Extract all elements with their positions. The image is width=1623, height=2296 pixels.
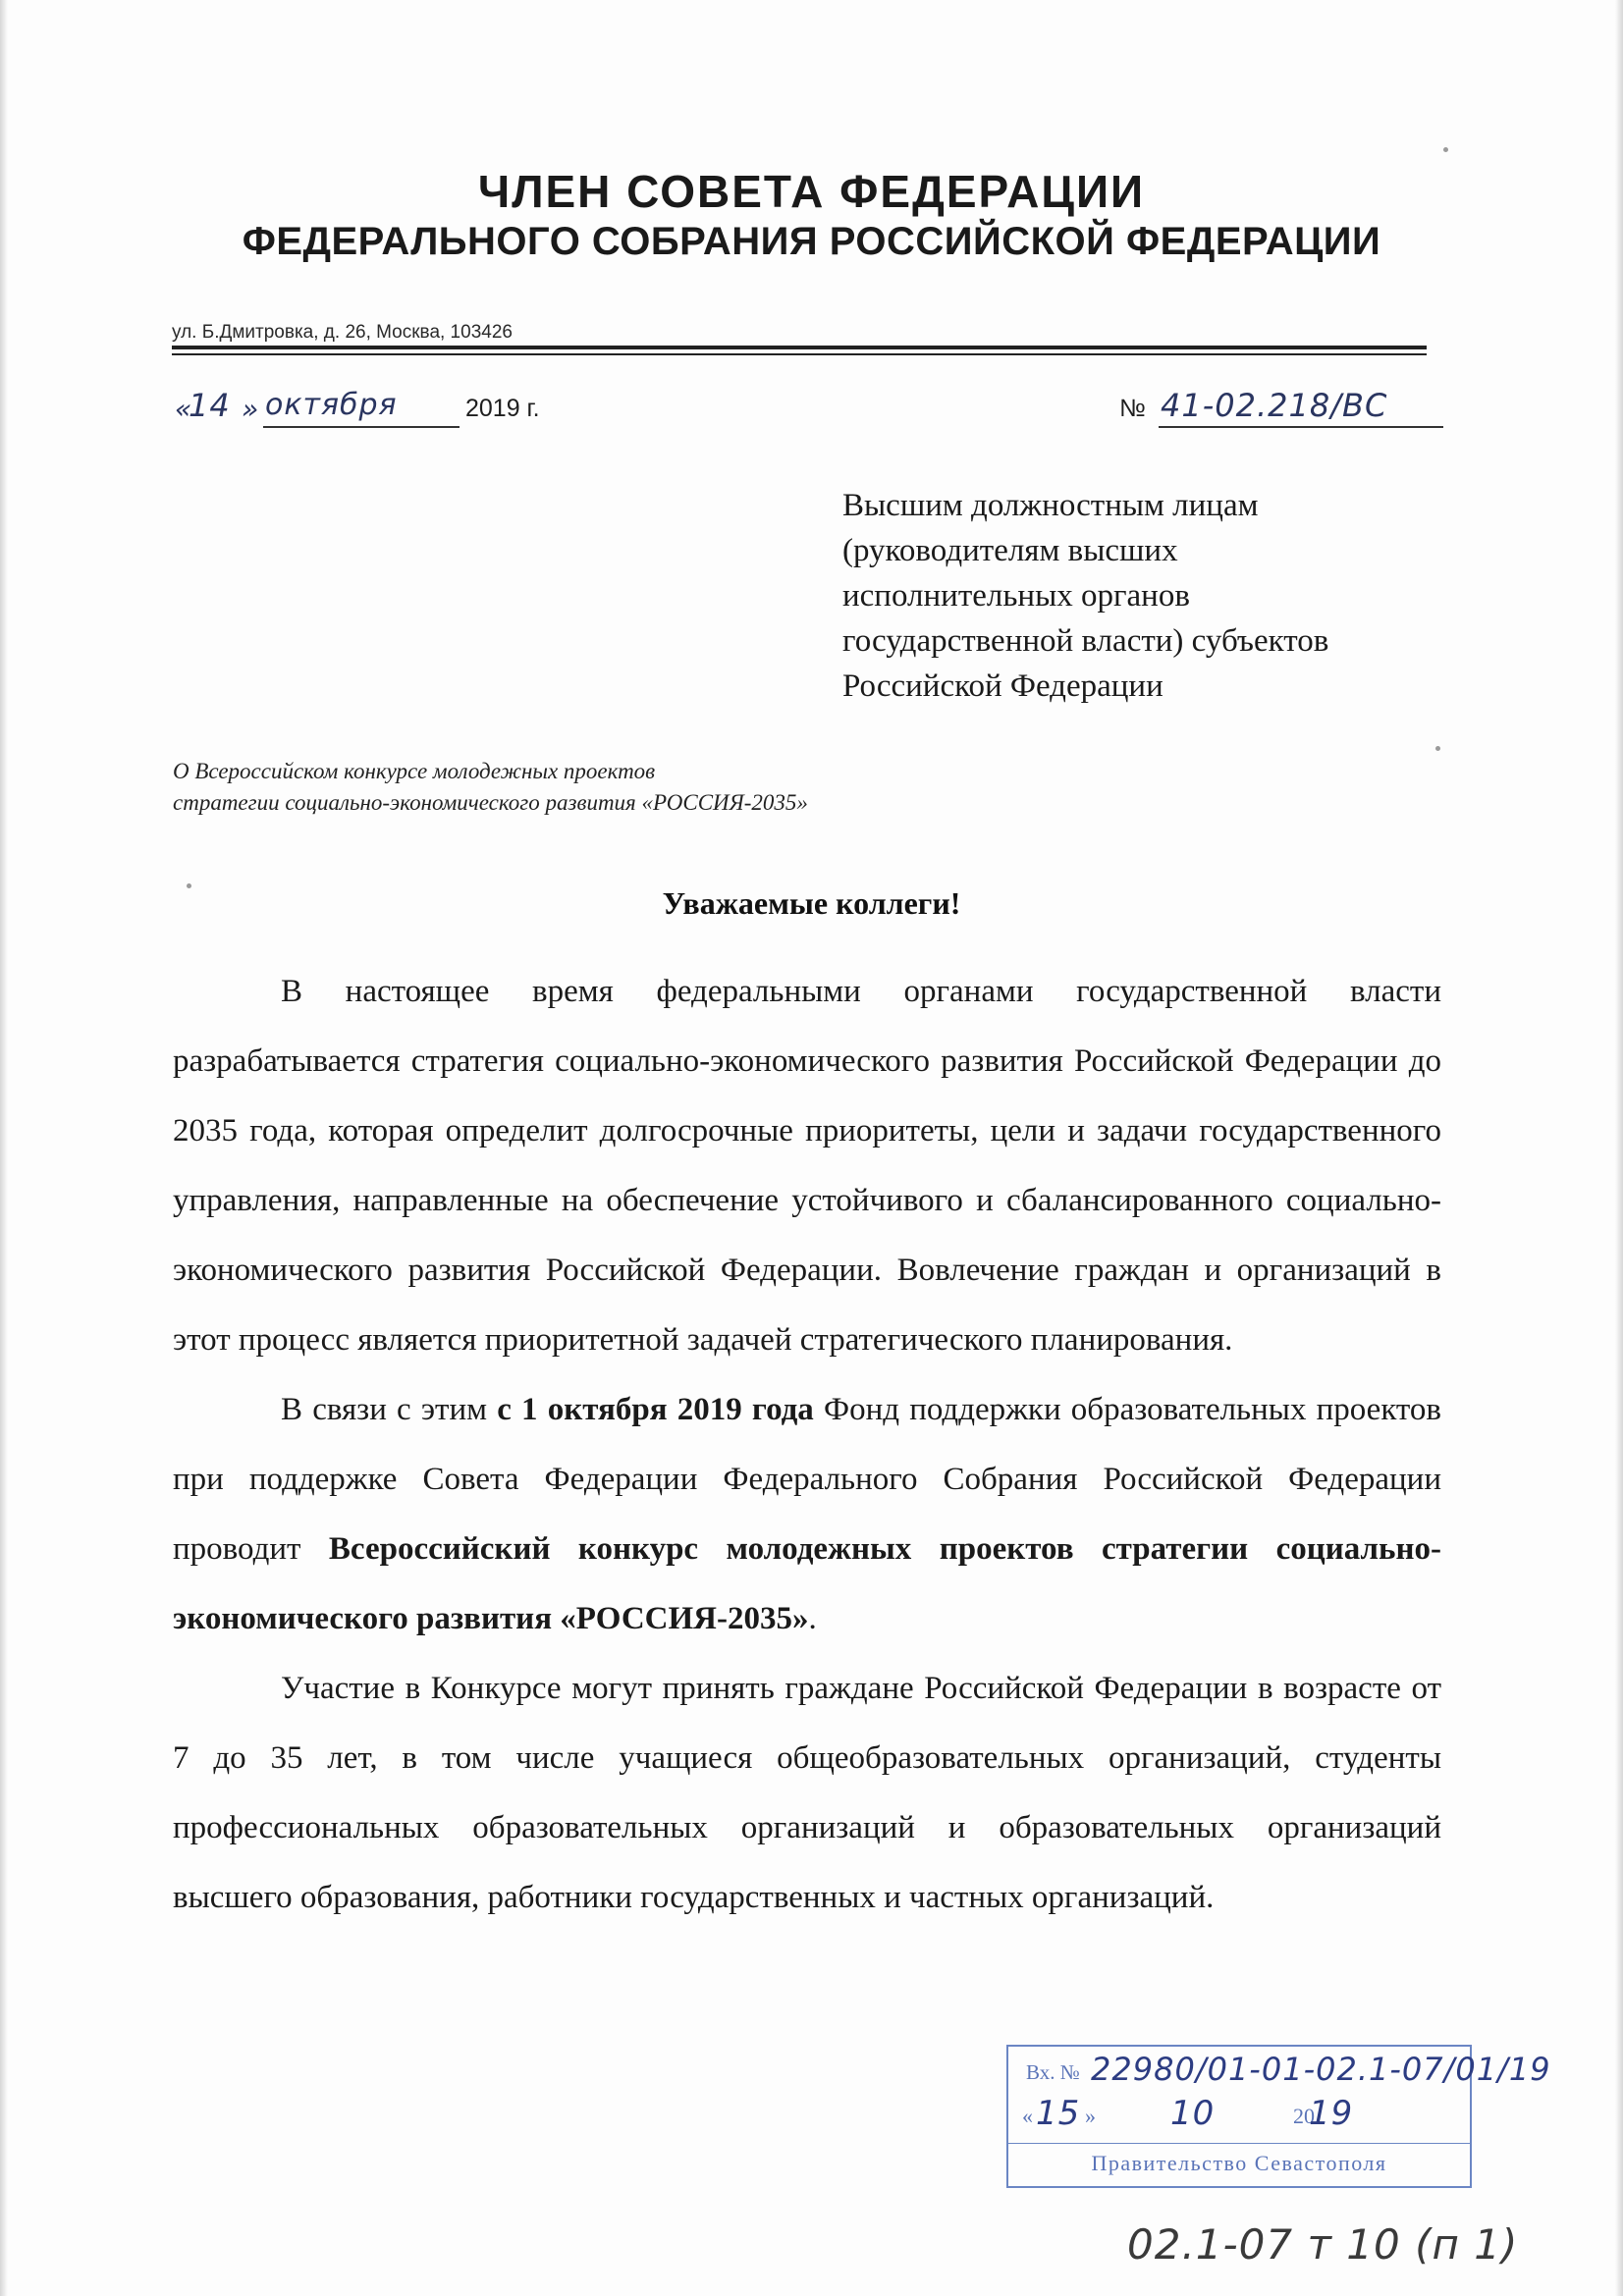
body-bold-contest: Всероссийский конкурс молодежных проектов стратегии социально-экономического развития «РОССИЯ-2035» bbox=[173, 1531, 1442, 1636]
document-date bbox=[175, 387, 597, 430]
stamp-divider bbox=[1008, 2143, 1470, 2144]
scan-speck bbox=[1443, 147, 1448, 152]
date-month: октября bbox=[265, 388, 398, 422]
scan-edge-right bbox=[1615, 0, 1623, 2296]
recipient-line: исполнительных органов bbox=[842, 578, 1190, 614]
date-day: 14 bbox=[189, 387, 231, 424]
subject-line: О Всероссийском конкурсе молодежных проектов bbox=[173, 759, 656, 783]
date-open-quote: « bbox=[175, 393, 193, 425]
letter-body bbox=[173, 957, 1441, 1933]
date-year: 2019 г. bbox=[465, 395, 540, 422]
scan-speck bbox=[1435, 746, 1440, 751]
stamp-day: 15 bbox=[1036, 2094, 1081, 2133]
stamp-incoming-label: Вх. № bbox=[1026, 2060, 1080, 2084]
number-underline bbox=[1159, 426, 1443, 428]
recipient-line: Российской Федерации bbox=[842, 668, 1163, 704]
letterhead-subtitle: ФЕДЕРАЛЬНОГО СОБРАНИЯ РОССИЙСКОЙ ФЕДЕРАЦИИ bbox=[242, 220, 1381, 263]
body-text-run: В связи с этим bbox=[281, 1392, 498, 1427]
incoming-registration-stamp bbox=[1006, 2045, 1551, 2188]
stamp-month: 10 bbox=[1170, 2094, 1216, 2133]
stamp-year-prefix: 20 bbox=[1293, 2104, 1315, 2128]
handwritten-file-note: 02.1-07 т 10 (п 1) bbox=[1127, 2220, 1519, 2269]
recipient-line: Высшим должностным лицам bbox=[842, 488, 1259, 523]
scan-edge-left bbox=[0, 0, 8, 2296]
stamp-close-quote: » bbox=[1085, 2104, 1096, 2128]
letterhead-rule-thin bbox=[172, 353, 1427, 355]
body-paragraph bbox=[173, 1375, 1441, 1654]
body-bold-date: с 1 октября 2019 года bbox=[497, 1392, 814, 1427]
letterhead-title: ЧЛЕН СОВЕТА ФЕДЕРАЦИИ bbox=[477, 166, 1146, 217]
salutation: Уважаемые коллеги! bbox=[662, 885, 961, 921]
body-text-run: Фонд поддержки образовательных проектов при поддержке Совета Федерации Федерального Собрания Российской Федерации проводит bbox=[173, 1392, 1441, 1567]
recipient-line: (руководителям высших bbox=[842, 533, 1178, 568]
recipient-block bbox=[842, 483, 1432, 709]
stamp-open-quote: « bbox=[1022, 2104, 1033, 2128]
letterhead-address: ул. Б.Дмитровка, д. 26, Москва, 103426 bbox=[172, 322, 513, 343]
recipient-line: государственной власти) субъектов bbox=[842, 623, 1329, 659]
body-text-run: . bbox=[808, 1601, 817, 1636]
date-close-quote: » bbox=[242, 393, 260, 425]
number-value: 41-02.218/ВС bbox=[1161, 387, 1388, 424]
stamp-organization: Правительство Севастополя bbox=[1091, 2151, 1387, 2175]
body-paragraph: Участие в Конкурсе могут принять граждане Российской Федерации в возрасте от 7 до 35 лет, в том числе учащиеся общеобразовательных организаций, студенты профессиональных образовательных организаций и образовательных организаций высшего образования, работники государственных и частных организаций. bbox=[173, 1671, 1441, 1915]
date-underline bbox=[263, 426, 460, 428]
document-number bbox=[1119, 387, 1443, 430]
number-sign: № bbox=[1119, 395, 1146, 422]
stamp-year-handwritten: 19 bbox=[1309, 2094, 1354, 2133]
subject-line: стратегии социально-экономического развития «РОССИЯ-2035» bbox=[173, 790, 808, 815]
body-paragraph: В настоящее время федеральными органами государственной власти разрабатывается стратегия социально-экономического развития Российской Федерации до 2035 года, которая определит долгосрочные приоритеты, цели и задачи государственного управления, направленные на обеспечение устойчивого и сбалансированного социально-экономического развития Российской Федерации. Вовлечение граждан и организаций в этот процесс является приоритетной задачей стратегического планирования. bbox=[173, 974, 1441, 1358]
stamp-incoming-number: 22980/01-01-02.1-07/01/19 bbox=[1091, 2051, 1551, 2088]
scan-speck bbox=[187, 883, 191, 888]
letterhead-rule-thick bbox=[172, 346, 1427, 349]
subject-block bbox=[173, 756, 1056, 819]
